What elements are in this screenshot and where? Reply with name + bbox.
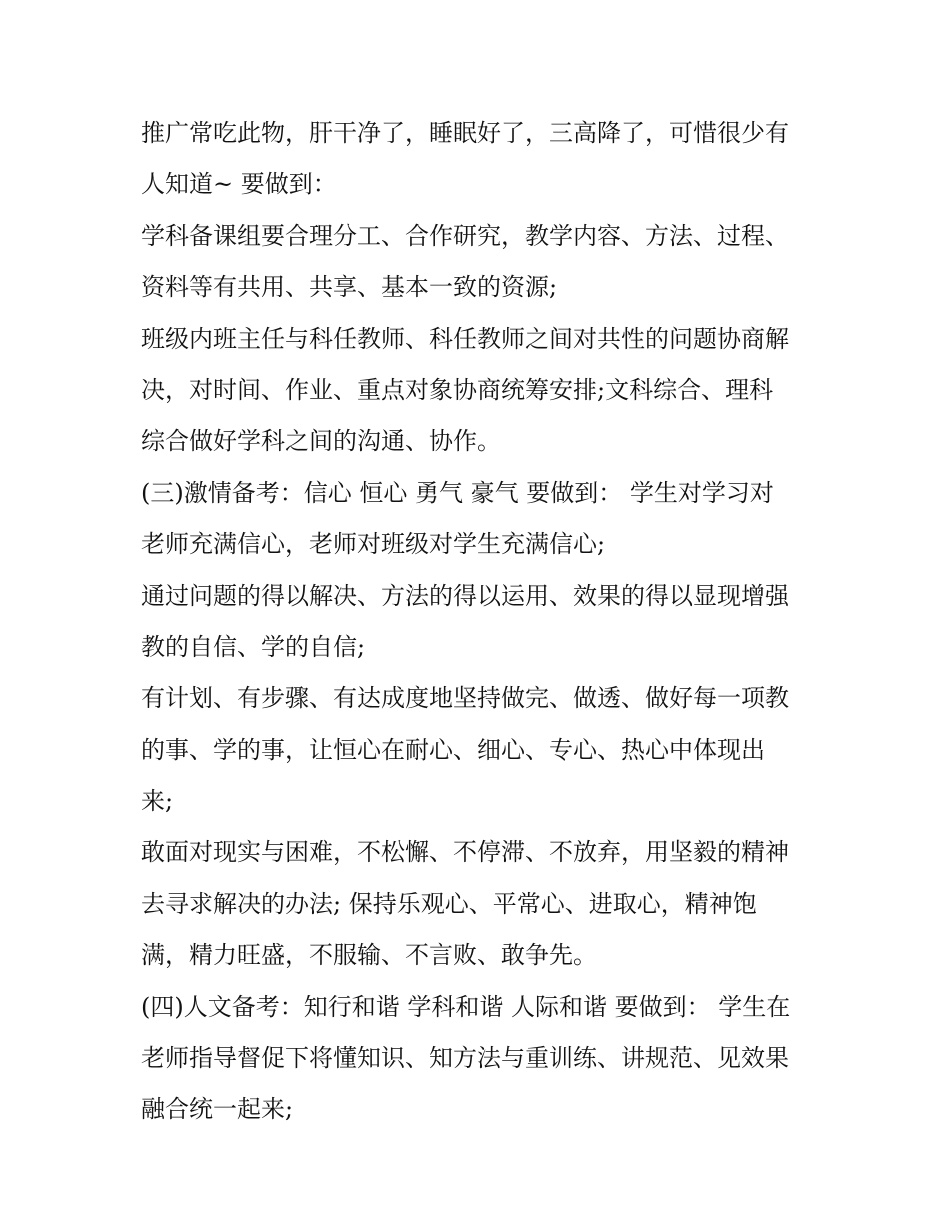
text-line: 学科备课组要合理分工、合作研究，教学内容、方法、过程、 bbox=[141, 221, 789, 250]
document-body bbox=[141, 108, 821, 1136]
text-line: 敢面对现实与困难，不松懈、不停滞、不放弃，用坚毅的精神 bbox=[141, 838, 789, 867]
text-line: 通过问题的得以解决、方法的得以运用、效果的得以显现增强 bbox=[141, 581, 789, 610]
section-heading-3: (三)激情备考：信心 恒心 勇气 豪气 要做到： 学生对学习对 bbox=[141, 478, 774, 507]
text-line: 决，对时间、作业、重点对象协商统筹安排;文科综合、理科 bbox=[141, 375, 774, 404]
text-line: 老师充满信心，老师对班级对学生充满信心; bbox=[141, 530, 606, 559]
text-line: 来; bbox=[141, 787, 174, 816]
text-line: 融合统一起来; bbox=[141, 1095, 294, 1124]
text-line: 的事、学的事，让恒心在耐心、细心、专心、热心中体现出 bbox=[141, 735, 765, 764]
text-line: 满，精力旺盛，不服输、不言败、敢争先。 bbox=[141, 941, 597, 970]
section-heading-4: (四)人文备考：知行和谐 学科和谐 人际和谐 要做到： 学生在 bbox=[141, 992, 791, 1021]
text-line: 推广常吃此物，肝干净了，睡眠好了，三高降了，可惜很少有 bbox=[141, 119, 789, 147]
text-line: 老师指导督促下将懂知识、知方法与重训练、讲规范、见效果 bbox=[141, 1044, 789, 1073]
text-line: 人知道~ 要做到： bbox=[141, 170, 337, 199]
text-line: 班级内班主任与科任教师、科任教师之间对共性的问题协商解 bbox=[141, 324, 789, 353]
text-line: 去寻求解决的办法; 保持乐观心、平常心、进取心，精神饱 bbox=[141, 889, 757, 918]
text-line: 综合做好学科之间的沟通、协作。 bbox=[141, 427, 501, 456]
text-line: 教的自信、学的自信; bbox=[141, 632, 366, 661]
text-line: 资料等有共用、共享、基本一致的资源; bbox=[141, 273, 558, 302]
text-line: 有计划、有步骤、有达成度地坚持做完、做透、做好每一项教 bbox=[141, 684, 789, 713]
